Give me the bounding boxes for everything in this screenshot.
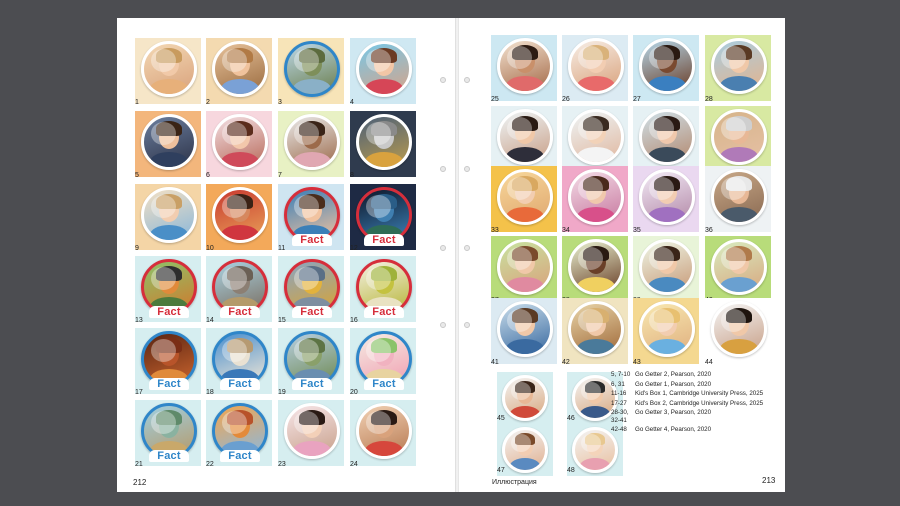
photo-tile <box>206 400 272 466</box>
tile-number: 36 <box>705 227 713 234</box>
photo-circle <box>356 114 412 170</box>
photo-highlight <box>151 267 176 290</box>
photo-circle <box>284 403 340 459</box>
photo-circle <box>141 41 197 97</box>
photo-highlight <box>721 117 746 140</box>
photo-highlight <box>578 309 603 332</box>
photo-tile <box>278 400 344 466</box>
tile-number: 27 <box>633 96 641 103</box>
fact-badge: Fact <box>364 234 404 246</box>
photo-highlight <box>294 339 319 362</box>
photo-tile <box>562 236 628 302</box>
tile-number: 34 <box>562 227 570 234</box>
page-number-right: 213 <box>762 476 776 485</box>
credit-pages: 42-48 <box>611 426 627 434</box>
photo-highlight <box>366 339 391 362</box>
tile-number: 8 <box>350 172 354 179</box>
tile-number: 17 <box>135 389 143 396</box>
photo-highlight <box>581 382 601 400</box>
photo-highlight <box>578 117 603 140</box>
photo-tile <box>278 328 344 394</box>
photo-circle <box>284 41 340 97</box>
photo-tile <box>350 328 416 394</box>
page-fold <box>455 18 459 492</box>
fact-badge: Fact <box>292 234 332 246</box>
fact-badge: Fact <box>220 450 260 462</box>
photo-highlight <box>294 411 319 434</box>
photo-tile <box>491 35 557 101</box>
tile-number: 46 <box>567 415 575 422</box>
photo-highlight <box>151 49 176 72</box>
tile-number: 47 <box>497 467 505 474</box>
tile-number: 15 <box>278 317 286 324</box>
credit-row <box>611 409 771 423</box>
binder-hole <box>464 322 470 328</box>
photo-tile <box>633 236 699 302</box>
fact-badge: Fact <box>149 306 189 318</box>
photo-highlight <box>578 46 603 69</box>
credit-source: Go Getter 4, Pearson, 2020 <box>635 426 712 434</box>
photo-highlight <box>294 122 319 145</box>
photo-tile <box>278 111 344 177</box>
credit-pages: 28-30, 32-41 <box>611 409 629 424</box>
photo-highlight <box>366 411 391 434</box>
credit-pages: 6, 31 <box>611 380 625 388</box>
photo-highlight <box>578 177 603 200</box>
credit-row <box>611 371 771 378</box>
binder-hole <box>440 245 446 251</box>
photo-circle <box>639 301 695 357</box>
tile-number: 10 <box>206 245 214 252</box>
tile-number: 43 <box>633 359 641 366</box>
fact-badge: Fact <box>292 306 332 318</box>
binder-hole <box>440 77 446 83</box>
tile-number: 25 <box>491 96 499 103</box>
photo-circle <box>568 38 624 94</box>
photo-tile <box>491 236 557 302</box>
photo-highlight <box>507 117 532 140</box>
photo-tile <box>350 38 416 104</box>
credit-pages: 11-16 <box>611 390 627 398</box>
footer-label: Иллюстрация <box>492 479 537 486</box>
photo-tile <box>350 111 416 177</box>
photo-circle <box>711 301 767 357</box>
fact-badge: Fact <box>292 378 332 390</box>
tile-number: 12 <box>350 245 358 252</box>
photo-highlight <box>578 247 603 270</box>
photo-circle <box>639 38 695 94</box>
photo-highlight <box>511 434 531 452</box>
photo-circle <box>497 38 553 94</box>
photo-tile <box>206 38 272 104</box>
photo-tile <box>278 256 344 322</box>
photo-tile <box>562 298 628 364</box>
credit-row <box>611 400 771 407</box>
photo-tile <box>350 256 416 322</box>
tile-number: 23 <box>278 461 286 468</box>
tile-number: 16 <box>350 317 358 324</box>
photo-circle <box>639 109 695 165</box>
photo-highlight <box>649 117 674 140</box>
photo-tile <box>206 184 272 250</box>
photo-circle <box>639 169 695 225</box>
tile-number: 20 <box>350 389 358 396</box>
photo-tile <box>135 328 201 394</box>
photo-highlight <box>294 49 319 72</box>
photo-highlight <box>222 195 247 218</box>
fact-badge: Fact <box>149 378 189 390</box>
photo-circle <box>502 375 548 421</box>
photo-highlight <box>366 267 391 290</box>
fact-badge: Fact <box>364 306 404 318</box>
tile-number: 22 <box>206 461 214 468</box>
photo-highlight <box>721 247 746 270</box>
photo-highlight <box>151 411 176 434</box>
photo-highlight <box>511 382 531 400</box>
photo-circle <box>284 114 340 170</box>
photo-tile <box>633 298 699 364</box>
photo-tile <box>633 166 699 232</box>
tile-number: 14 <box>206 317 214 324</box>
photo-highlight <box>294 267 319 290</box>
binder-hole <box>464 166 470 172</box>
photo-highlight <box>507 247 532 270</box>
photo-tile <box>135 256 201 322</box>
photo-circle <box>497 239 553 295</box>
binder-hole <box>440 166 446 172</box>
photo-tile <box>633 35 699 101</box>
photo-circle <box>497 301 553 357</box>
credit-pages: 5, 7-10 <box>611 371 631 378</box>
photo-tile <box>562 166 628 232</box>
photo-highlight <box>222 411 247 434</box>
photo-highlight <box>507 177 532 200</box>
photo-highlight <box>649 309 674 332</box>
photo-highlight <box>649 177 674 200</box>
photo-highlight <box>366 122 391 145</box>
photo-circle <box>212 187 268 243</box>
photo-circle <box>497 169 553 225</box>
photo-tile <box>497 372 553 424</box>
photo-tile <box>278 38 344 104</box>
credit-pages: 17-27 <box>611 399 627 407</box>
photo-tile <box>705 106 771 172</box>
fact-badge: Fact <box>364 378 404 390</box>
tile-number: 1 <box>135 99 139 106</box>
binder-hole <box>464 245 470 251</box>
photo-highlight <box>366 195 391 218</box>
photo-tile <box>497 424 553 476</box>
tile-number: 35 <box>633 227 641 234</box>
tile-number: 41 <box>491 359 499 366</box>
tile-number: 4 <box>350 99 354 106</box>
photo-highlight <box>649 247 674 270</box>
credit-source: Kid's Box 1, Cambridge University Press, 2025 <box>635 390 764 398</box>
photo-circle <box>568 239 624 295</box>
photo-highlight <box>507 309 532 332</box>
photo-circle <box>568 109 624 165</box>
photo-highlight <box>721 309 746 332</box>
photo-tile <box>278 184 344 250</box>
tile-number: 9 <box>135 245 139 252</box>
photo-highlight <box>581 434 601 452</box>
photo-tile <box>206 111 272 177</box>
fact-badge: Fact <box>220 306 260 318</box>
photo-circle <box>711 38 767 94</box>
tile-number: 19 <box>278 389 286 396</box>
photo-circle <box>356 41 412 97</box>
photo-tile <box>705 298 771 364</box>
photo-circle <box>568 301 624 357</box>
tile-number: 7 <box>278 172 282 179</box>
tile-number: 11 <box>278 245 286 252</box>
tile-number: 48 <box>567 467 575 474</box>
photo-circle <box>356 403 412 459</box>
photo-tile <box>135 111 201 177</box>
page-number-left: 212 <box>133 478 147 487</box>
photo-highlight <box>151 339 176 362</box>
photo-circle <box>141 114 197 170</box>
credits-list <box>611 371 771 436</box>
photo-tile <box>350 184 416 250</box>
photo-highlight <box>151 195 176 218</box>
photo-circle <box>502 427 548 473</box>
tile-number: 5 <box>135 172 139 179</box>
photo-highlight <box>222 267 247 290</box>
tile-number: 28 <box>705 96 713 103</box>
photo-highlight <box>366 49 391 72</box>
tile-number: 24 <box>350 461 358 468</box>
photo-highlight <box>507 46 532 69</box>
photo-tile <box>491 298 557 364</box>
photo-highlight <box>222 339 247 362</box>
credit-source: Go Getter 2, Pearson, 2020 <box>635 371 712 378</box>
tile-number: 2 <box>206 99 210 106</box>
photo-highlight <box>721 177 746 200</box>
credit-row <box>611 390 771 397</box>
photo-tile <box>135 38 201 104</box>
photo-circle <box>141 187 197 243</box>
photo-tile <box>705 236 771 302</box>
credit-row <box>611 381 771 388</box>
binder-hole <box>440 322 446 328</box>
tile-number: 21 <box>135 461 143 468</box>
photo-tile <box>562 106 628 172</box>
photo-highlight <box>151 122 176 145</box>
photo-circle <box>568 169 624 225</box>
photo-circle <box>711 169 767 225</box>
credit-source: Go Getter 3, Pearson, 2020 <box>635 409 712 417</box>
photo-circle <box>212 114 268 170</box>
photo-highlight <box>222 49 247 72</box>
fact-badge: Fact <box>149 450 189 462</box>
tile-number: 6 <box>206 172 210 179</box>
photo-tile <box>135 184 201 250</box>
photo-circle <box>212 41 268 97</box>
tile-number: 42 <box>562 359 570 366</box>
photo-highlight <box>649 46 674 69</box>
tile-number: 45 <box>497 415 505 422</box>
credit-source: Kid's Box 2, Cambridge University Press, 2025 <box>635 399 764 407</box>
tile-number: 33 <box>491 227 499 234</box>
photo-circle <box>639 239 695 295</box>
photo-tile <box>705 166 771 232</box>
photo-tile <box>705 35 771 101</box>
photo-highlight <box>294 195 319 218</box>
photo-circle <box>497 109 553 165</box>
photo-tile <box>206 328 272 394</box>
photo-tile <box>350 400 416 466</box>
photo-tile <box>135 400 201 466</box>
tile-number: 44 <box>705 359 713 366</box>
photo-circle <box>711 109 767 165</box>
photo-tile <box>633 106 699 172</box>
binder-hole <box>464 77 470 83</box>
photo-tile <box>491 166 557 232</box>
photo-tile <box>491 106 557 172</box>
photo-tile <box>562 35 628 101</box>
photo-tile <box>206 256 272 322</box>
tile-number: 3 <box>278 99 282 106</box>
tile-number: 18 <box>206 389 214 396</box>
credit-source: Go Getter 1, Pearson, 2020 <box>635 380 712 388</box>
tile-number: 13 <box>135 317 143 324</box>
photo-highlight <box>222 122 247 145</box>
photo-circle <box>711 239 767 295</box>
tile-number: 26 <box>562 96 570 103</box>
credit-row <box>611 426 771 433</box>
fact-badge: Fact <box>220 378 260 390</box>
photo-highlight <box>721 46 746 69</box>
